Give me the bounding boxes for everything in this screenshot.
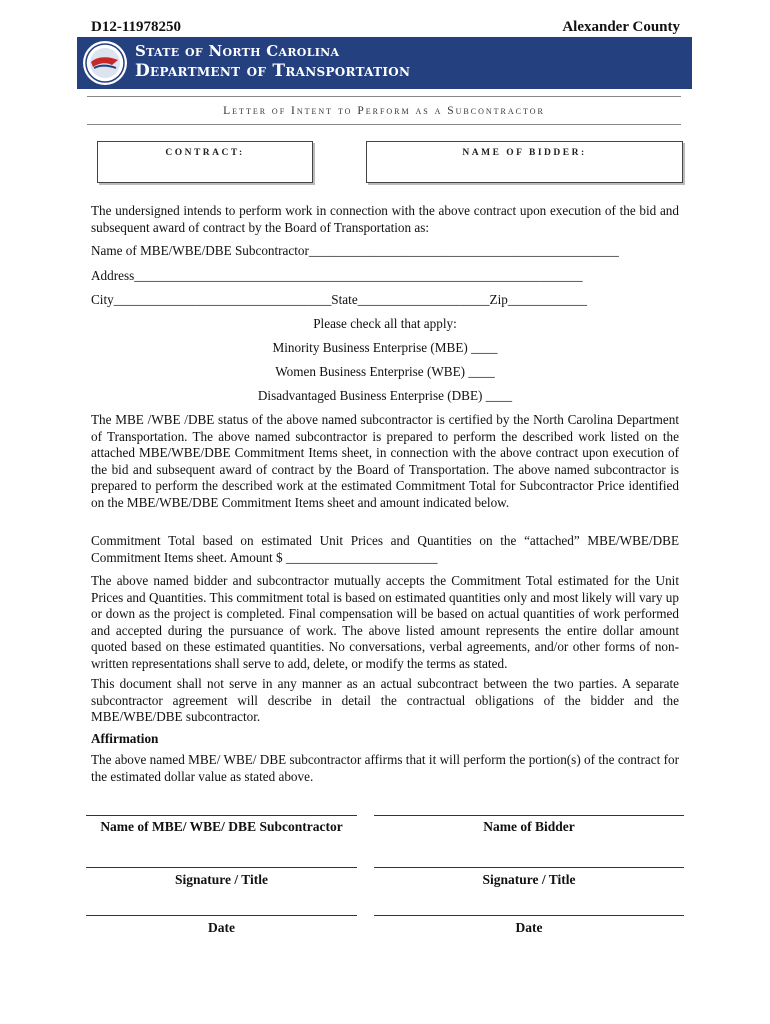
sub-signature-label: Signature / Title <box>174 872 269 887</box>
sub-date-label: Date <box>208 920 235 935</box>
bidder-date-line[interactable] <box>374 915 684 916</box>
affirmation-heading: Affirmation <box>91 731 159 746</box>
status-paragraph: The MBE /WBE /DBE status of the above named subcontractor is certified by the North Carolina Department of Transportation. The above named subcontractor is prepared to perform the described work listed on the attached MBE/WBE/DBE Commitment Items sheet, in connection with the above contract upon execution of the bid and subsequent award of contract by the Board of Transportation. The above named subcontractor is prepared to perform the described work at the estimated Commitment Total for Subcontractor Price identified on the MBE/WBE/DBE Commitment Items sheet and amount indicated below. <box>91 412 679 510</box>
sub-name-label: Name of MBE/ WBE/ DBE Subcontractor <box>100 819 343 834</box>
mutual-paragraph: The above named bidder and subcontractor mutually accepts the Commitment Total estimated for the Unit Prices and Quantities. This commitment total is based on estimated quantities only and most likely will vary up or down as the project is completed. Final compensation will be based on actual quantities of work performed and accepted during the pursuance of work. The above listed amount represents the entire dollar amount quoted based on these estimated quantities. No conversations, verbal agreements, and/or other forms of non-written representations shall serve to add, delete, or modify the terms as stated. <box>91 573 679 671</box>
wbe-option[interactable]: Women Business Enterprise (WBE) ____ <box>275 364 495 379</box>
affirmation-paragraph: The above named MBE/ WBE/ DBE subcontractor affirms that it will perform the portion(s) of the contract for the estimated dollar value as stated above. <box>91 752 679 784</box>
contract-box[interactable] <box>97 141 313 183</box>
bidder-box[interactable] <box>366 141 683 183</box>
document-id: D12-11978250 <box>91 19 181 35</box>
bidder-name-label: Name of Bidder <box>483 819 575 834</box>
sub-signature-line[interactable] <box>86 867 357 868</box>
bidder-signature-label: Signature / Title <box>482 872 576 887</box>
not-subcontract-paragraph: This document shall not serve in any manner as an actual subcontract between the two parties. A separate subcontractor agreement will describe in detail the contractual obligations of the bidder and the MBE/WBE/DBE subcontractor. <box>91 676 679 724</box>
bidder-date-label: Date <box>515 920 543 935</box>
department-line-1: State of North Carolina <box>135 42 340 60</box>
mbe-option[interactable]: Minority Business Enterprise (MBE) ____ <box>272 340 498 355</box>
department-line-2: Department of Transportation <box>135 61 411 81</box>
ncdot-seal-icon <box>82 40 128 86</box>
sub-name-line[interactable] <box>86 815 357 816</box>
form-title: Letter of Intent to Perform as a Subcontractor <box>223 105 545 117</box>
city-state-zip-field[interactable]: City_________________________________State____________________Zip____________ <box>91 292 587 307</box>
intro-paragraph: The undersigned intends to perform work in connection with the above contract upon execution of the bid and subsequent award of contract by the Board of Transportation as: <box>91 203 679 235</box>
address-field[interactable]: Address____________________________________________________________________ <box>91 268 583 283</box>
bidder-signature-line[interactable] <box>374 867 684 868</box>
dbe-option[interactable]: Disadvantaged Business Enterprise (DBE) ____ <box>257 388 513 403</box>
divider-top <box>87 96 681 97</box>
commitment-paragraph: Commitment Total based on estimated Unit Prices and Quantities on the “attached” MBE/WBE/DBE Commitment Items sheet. Amount $ _______________________ <box>91 533 679 565</box>
contract-label: CONTRACT: <box>165 148 245 158</box>
divider-bottom <box>87 124 681 125</box>
subcontractor-name-field[interactable]: Name of MBE/WBE/DBE Subcontractor_______________________________________________ <box>91 243 619 258</box>
sub-date-line[interactable] <box>86 915 357 916</box>
check-prompt: Please check all that apply: <box>313 316 457 331</box>
county-name: Alexander County <box>562 19 680 35</box>
bidder-name-line[interactable] <box>374 815 684 816</box>
bidder-label: NAME OF BIDDER: <box>462 148 587 158</box>
